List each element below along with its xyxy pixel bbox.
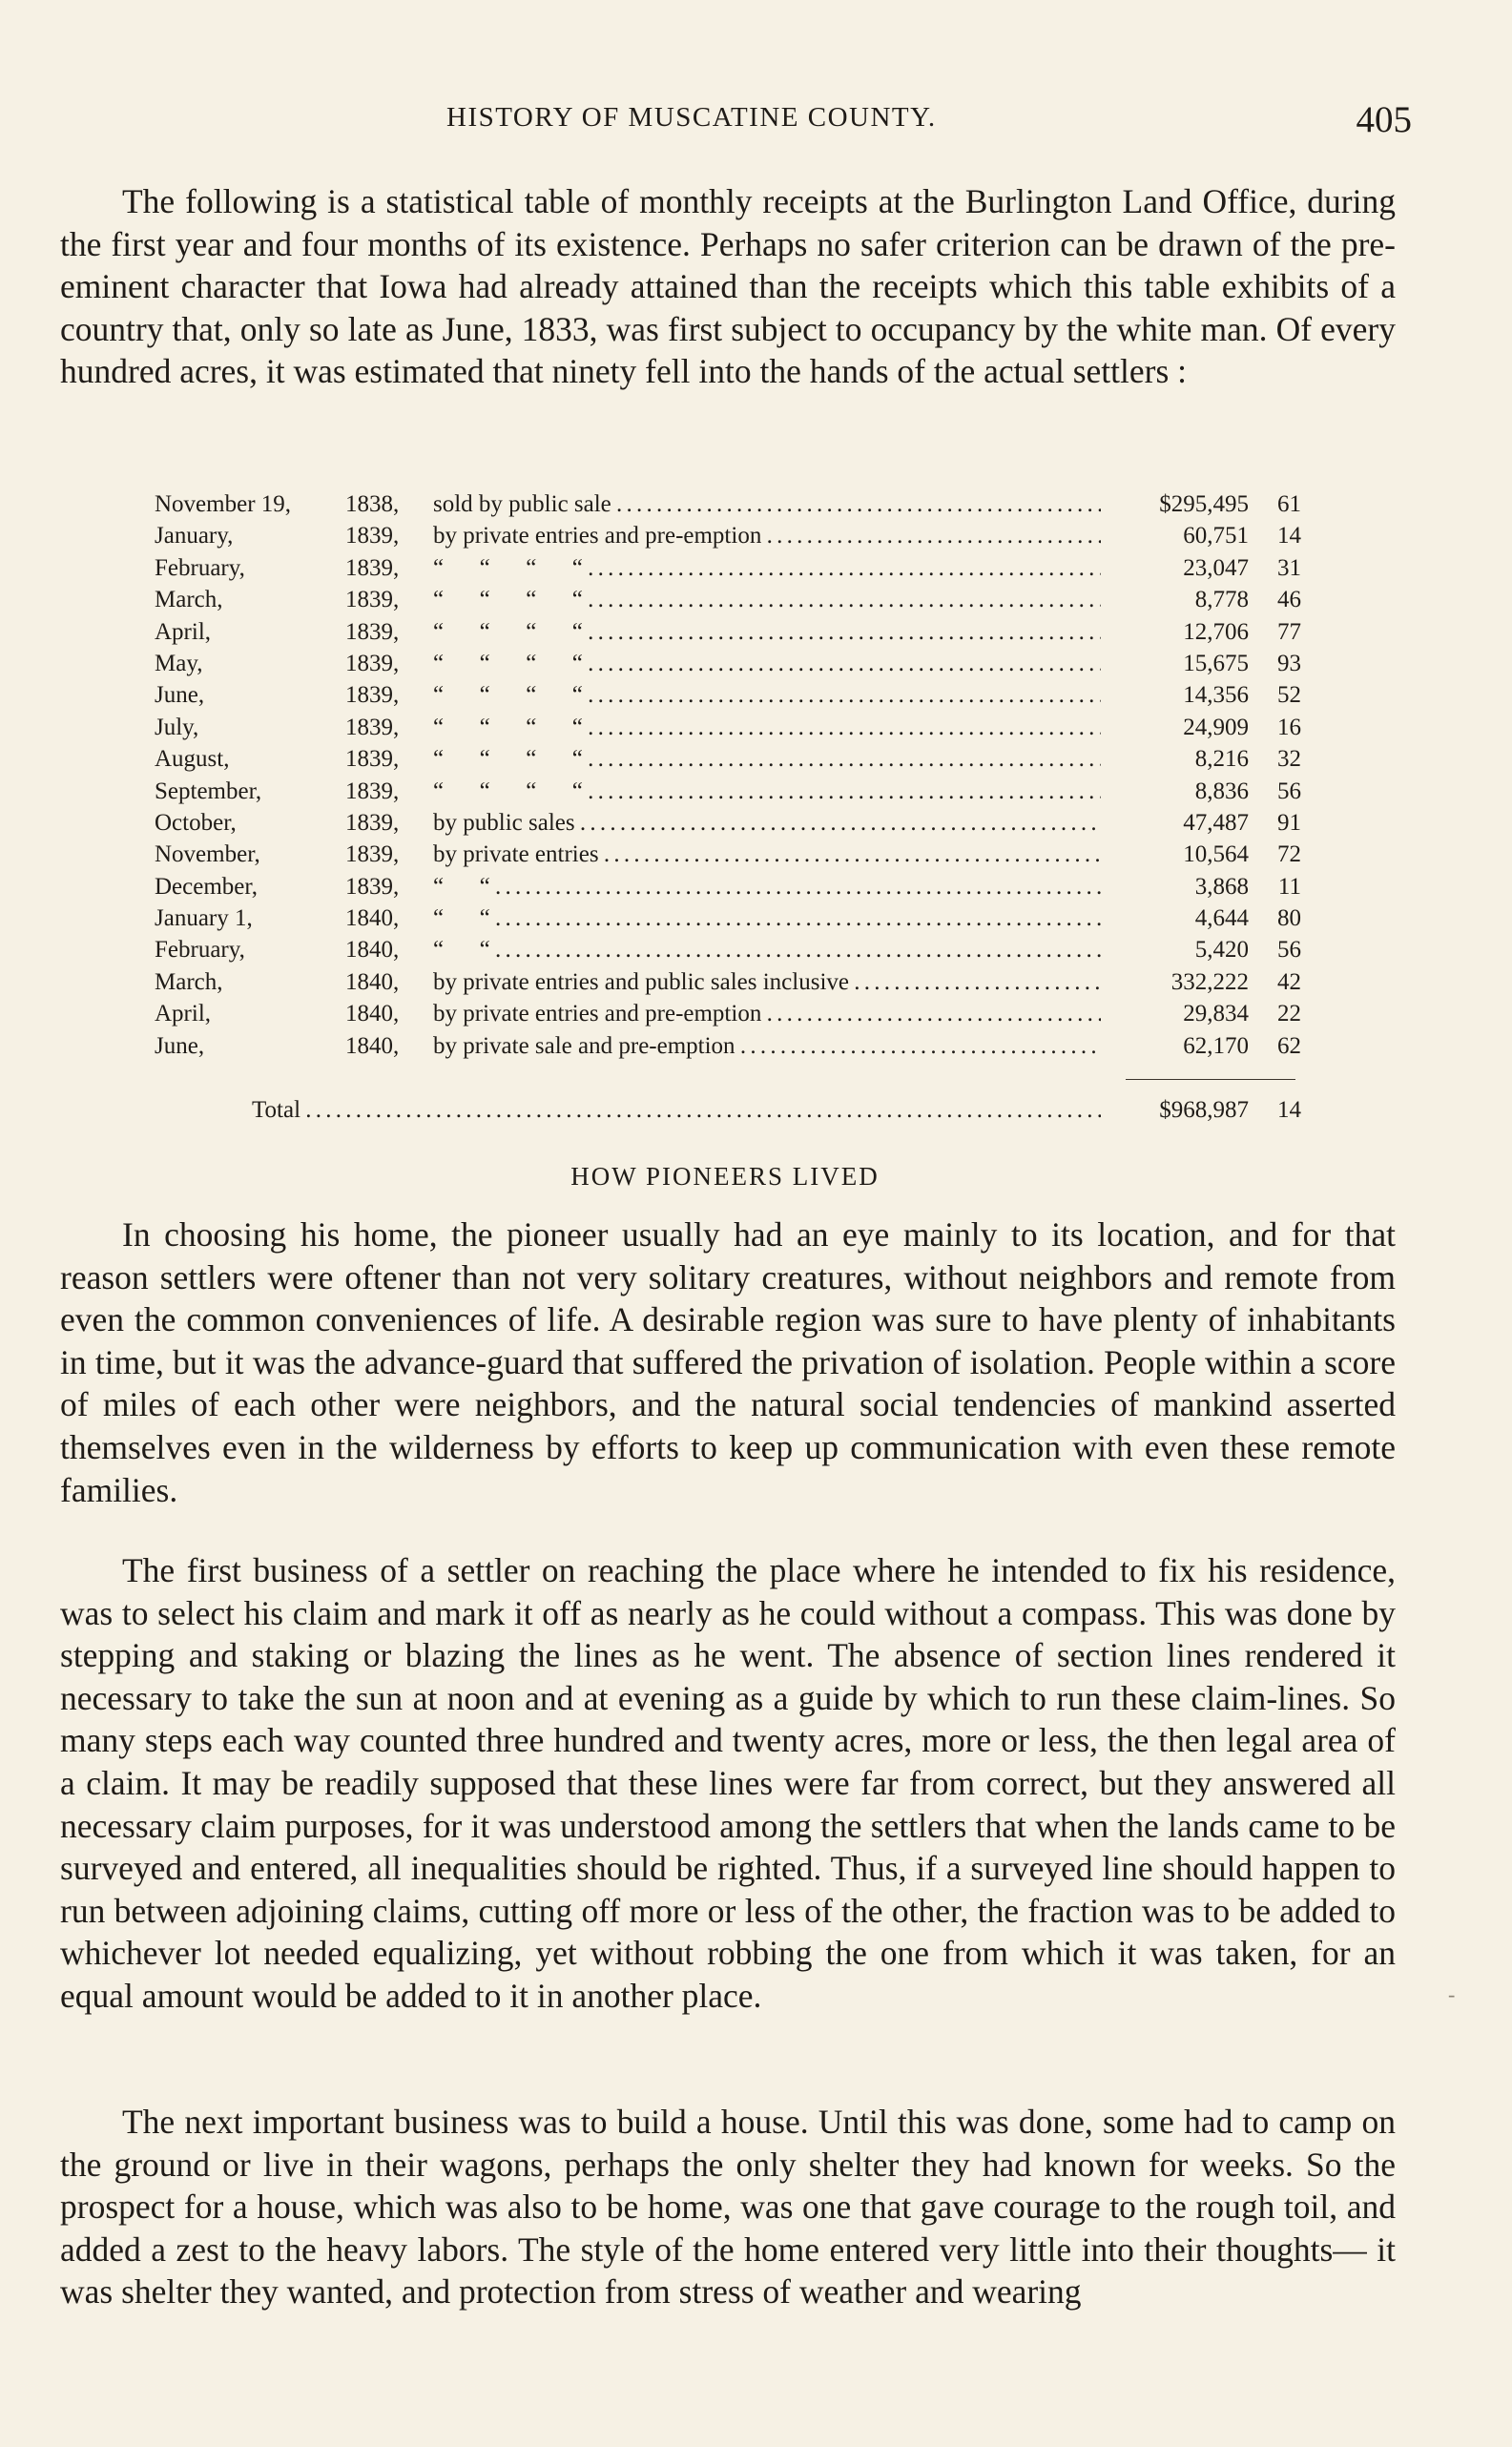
row-month: February, — [155, 554, 245, 581]
row-year: 1839, — [345, 778, 400, 804]
table-row — [155, 584, 1309, 615]
table-row — [155, 743, 1309, 775]
row-month: June, — [155, 1032, 205, 1059]
row-description: “ “ “ “ . . . — [433, 743, 1101, 775]
table-row — [155, 934, 1309, 965]
row-cents: 22 — [1277, 1001, 1301, 1027]
row-cents: 52 — [1277, 682, 1301, 709]
row-year: 1839, — [345, 523, 400, 550]
row-month: June, — [155, 682, 205, 709]
row-year: 1840, — [345, 905, 400, 932]
section-heading: HOW PIONEERS LIVED — [570, 1162, 880, 1191]
total-rule — [1126, 1079, 1295, 1080]
row-cents: 42 — [1277, 968, 1301, 995]
row-description: “ “ “ “ . . . — [433, 776, 1101, 807]
row-year: 1838, — [345, 491, 400, 517]
row-cents: 80 — [1277, 905, 1301, 932]
row-year: 1840, — [345, 968, 400, 995]
row-month: November 19, — [155, 491, 292, 517]
row-description: by public sales . . . — [433, 807, 1101, 839]
row-cents: 61 — [1277, 491, 1301, 517]
row-month: April, — [155, 1001, 212, 1027]
row-dollars: 12,706 — [1183, 618, 1249, 645]
row-cents: 11 — [1277, 873, 1301, 900]
row-dollars: 14,356 — [1183, 682, 1249, 709]
row-dollars: 8,836 — [1194, 778, 1249, 804]
row-dollars: 4,644 — [1194, 905, 1249, 932]
row-cents: 62 — [1277, 1032, 1301, 1059]
row-dollars: 5,420 — [1194, 937, 1249, 964]
table-row — [155, 679, 1309, 711]
running-head — [57, 98, 1412, 146]
row-year: 1839, — [345, 873, 400, 900]
row-description: “ “ “ “ . . . — [433, 616, 1101, 648]
row-month: March, — [155, 587, 223, 613]
row-month: December, — [155, 873, 258, 900]
row-cents: 32 — [1277, 746, 1301, 773]
row-month: January, — [155, 523, 234, 550]
row-month: July, — [155, 714, 199, 740]
row-dollars: 3,868 — [1194, 873, 1249, 900]
row-dollars: 8,778 — [1194, 587, 1249, 613]
row-year: 1839, — [345, 714, 400, 740]
row-description: “ “ . . . — [433, 902, 1101, 934]
row-cents: 14 — [1277, 523, 1301, 550]
row-cents: 46 — [1277, 587, 1301, 613]
row-dollars: 23,047 — [1183, 554, 1249, 581]
row-cents: 56 — [1277, 778, 1301, 804]
row-description: “ “ “ “ . . . — [433, 712, 1101, 743]
row-cents: 93 — [1277, 650, 1301, 676]
row-month: May, — [155, 650, 203, 676]
table-row — [155, 807, 1309, 839]
row-dollars: 24,909 — [1183, 714, 1249, 740]
row-year: 1839, — [345, 841, 400, 868]
table-row — [155, 839, 1309, 870]
row-year: 1840, — [345, 1001, 400, 1027]
row-dollars: 8,216 — [1194, 746, 1249, 773]
row-year: 1840, — [345, 937, 400, 964]
row-dollars: 47,487 — [1183, 809, 1249, 836]
row-month: March, — [155, 968, 223, 995]
row-cents: 91 — [1277, 809, 1301, 836]
table-row — [155, 871, 1309, 902]
page-number: 405 — [1356, 99, 1412, 140]
table-row — [155, 712, 1309, 743]
intro-paragraph: The following is a statistical table of monthly receipts at the Burlington Land Office, during the first year and four months of its existence. Perhaps no safer criterion can be drawn of the pre-eminent character that Iowa had already attained than the receipts which this table exhibits of a country that, only so late as June, 1833, was first subject to occupancy by the white man. Of every hundred acres, it was estimated that ninety fell into the hands of the actual settlers : — [60, 182, 1396, 391]
row-year: 1839, — [345, 809, 400, 836]
receipts-table — [155, 488, 1309, 1062]
table-row — [155, 552, 1309, 584]
table-row — [155, 616, 1309, 648]
total-row — [155, 1097, 1309, 1130]
body-paragraph: The first business of a settler on reaching the place where he intended to fix his residence, was to select his claim and mark it off as nearly as he could without a compass. This was done by stepping and staking or blazing the lines as he went. The absence of section lines rendered it necessary to take the sun at noon and at evening as a guide by which to run these claim-lines. So many steps each way counted three hundred and twenty acres, more or less, the then legal area of a claim. It may be readily supposed that these lines were far from correct, but they answered all necessary claim purposes, for it was understood among the settlers that when the lands came to be surveyed and entered, all inequalities should be righted. Thus, if a surveyed line should happen to run between adjoining claims, cutting off more or less of the other, the fraction was to be added to whichever lot needed equalizing, yet without robbing the one from which it was taken, for an equal amount would be added to it in another place. — [60, 1551, 1396, 2015]
row-dollars: 332,222 — [1170, 968, 1249, 995]
row-year: 1840, — [345, 1032, 400, 1059]
row-dollars: 10,564 — [1183, 841, 1249, 868]
row-description: “ “ “ “ . . . — [433, 552, 1101, 584]
row-year: 1839, — [345, 554, 400, 581]
row-cents: 16 — [1277, 714, 1301, 740]
row-description: by private sale and pre-emption . . . — [433, 1030, 1101, 1062]
row-description: by private entries and pre-emption . . . — [433, 998, 1101, 1029]
row-description: sold by public sale . . . — [433, 488, 1101, 520]
table-row — [155, 998, 1309, 1029]
body-paragraph: In choosing his home, the pioneer usually had an eye mainly to its location, and for that reason settlers were oftener than not very solitary creatures, without neighbors and remote from even the common conveniences of life. A desirable region was sure to have plenty of inhabitants in time, but it was the advance-guard that suffered the privation of isolation. People within a score of miles of each other were neighbors, and the natural social tendencies of mankind asserted themselves even in the wilderness by efforts to keep up communication with even these remote families. — [60, 1215, 1396, 1509]
row-description: “ “ . . . — [433, 871, 1101, 902]
row-cents: 31 — [1277, 554, 1301, 581]
row-month: November, — [155, 841, 260, 868]
row-dollars: 60,751 — [1183, 523, 1249, 550]
row-month: October, — [155, 809, 237, 836]
total-cents: 14 — [1277, 1097, 1301, 1123]
row-year: 1839, — [345, 650, 400, 676]
table-row — [155, 520, 1309, 551]
row-description: “ “ . . . — [433, 934, 1101, 965]
row-dollars: $295,495 — [1159, 491, 1249, 517]
row-month: September, — [155, 778, 262, 804]
row-dollars: 15,675 — [1183, 650, 1249, 676]
row-year: 1839, — [345, 746, 400, 773]
table-row — [155, 648, 1309, 679]
row-description: by private entries and public sales inclusive . . . — [433, 966, 1101, 998]
row-cents: 77 — [1277, 618, 1301, 645]
row-description: “ “ “ “ . . . — [433, 584, 1101, 615]
row-dollars: 29,834 — [1183, 1001, 1249, 1027]
total-label: Total . . . — [252, 1097, 1101, 1124]
row-year: 1839, — [345, 682, 400, 709]
total-dollars: $968,987 — [1159, 1097, 1249, 1123]
row-description: by private entries and pre-emption . . . — [433, 520, 1101, 551]
row-cents: 56 — [1277, 937, 1301, 964]
row-description: “ “ “ “ . . . — [433, 648, 1101, 679]
table-row — [155, 488, 1309, 520]
row-month: April, — [155, 618, 212, 645]
row-month: February, — [155, 937, 245, 964]
table-row — [155, 776, 1309, 807]
row-month: August, — [155, 746, 230, 773]
margin-mark: - — [1448, 1982, 1456, 2006]
table-row — [155, 1030, 1309, 1062]
table-row — [155, 902, 1309, 934]
row-year: 1839, — [345, 587, 400, 613]
running-title: HISTORY OF MUSCATINE COUNTY. — [446, 102, 937, 133]
row-description: by private entries . . . — [433, 839, 1101, 870]
body-paragraph: The next important business was to build a house. Until this was done, some had to camp on the ground or live in their wagons, perhaps the only shelter they had known for weeks. So the prospect for a house, which was also to be home, was one that gave courage to the rough toil, and added a zest to the heavy labors. The style of the home entered very little into their thoughts— it was shelter they wanted, and protection from stress of weather and wearing — [60, 2103, 1396, 2312]
row-month: January 1, — [155, 905, 253, 932]
row-description: “ “ “ “ . . . — [433, 679, 1101, 711]
table-row — [155, 966, 1309, 998]
row-cents: 72 — [1277, 841, 1301, 868]
row-dollars: 62,170 — [1183, 1032, 1249, 1059]
row-year: 1839, — [345, 618, 400, 645]
